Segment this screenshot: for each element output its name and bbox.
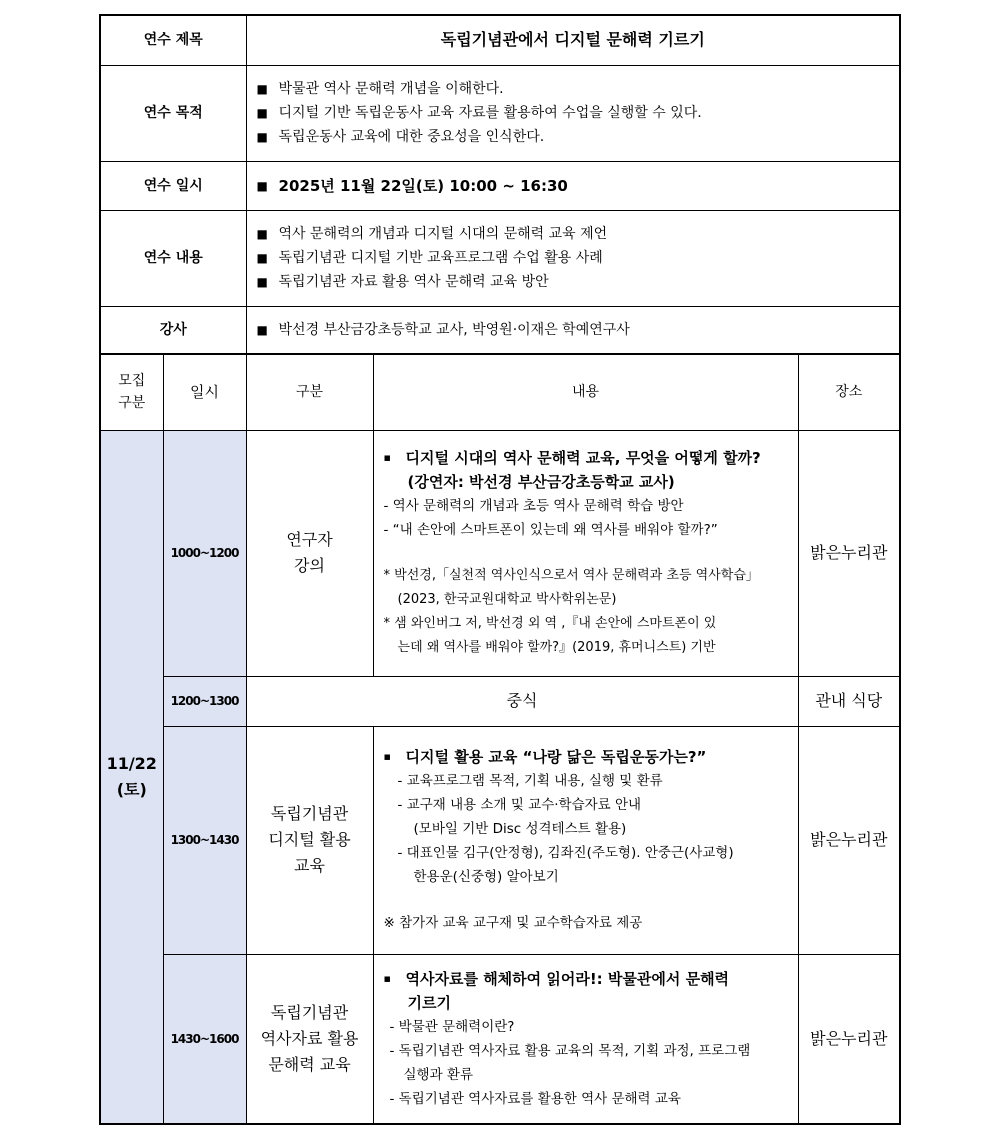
session-content: ▪ 디지털 활용 교육 “나랑 닮은 독립운동가는?” - 교육프로그램 목적, 기획 내용, 실행 및 환류 - 교구재 내용 소개 및 교수·학습자료 안내 (모바일 기반 Disc 성격테스트 활용) - 대표인물 김구(안정형), 김좌진(주도형). 안중근(사교형) 한용운(신중형) 알아보기 ※ 참가자 교육 교구재 및 교수학습자료 제공 bbox=[373, 726, 798, 954]
list-item: ■ 박물관 역사 문해력 개념을 이해한다. bbox=[257, 77, 890, 101]
session-title: 역사자료를 해체하여 읽어라!: 박물관에서 문해력 bbox=[405, 969, 730, 988]
session-time: 1200~1300 bbox=[163, 676, 246, 726]
content-label: 연수 내용 bbox=[100, 210, 246, 306]
session-time: 1300~1430 bbox=[163, 726, 246, 954]
session-place: 밝은누리관 bbox=[798, 954, 900, 1124]
session-category: 연구자 강의 bbox=[246, 430, 373, 676]
session-note: ※ 참가자 교육 교구재 및 교수학습자료 제공 bbox=[383, 915, 643, 931]
header-category: 구분 bbox=[246, 354, 373, 430]
session-title: 디지털 활용 교육 “나랑 닮은 독립운동가는?” bbox=[405, 748, 707, 766]
square-bullet-icon: ■ bbox=[256, 130, 268, 144]
lecturer-cell bbox=[246, 306, 900, 354]
square-bullet-icon: ■ bbox=[256, 251, 268, 265]
square-bullet-icon: ■ bbox=[256, 106, 268, 120]
content-list bbox=[246, 210, 900, 306]
session-place: 관내 식당 bbox=[798, 676, 900, 726]
header-group: 모집 구분 bbox=[100, 354, 163, 430]
session-category: 독립기념관 역사자료 활용 문해력 교육 bbox=[246, 954, 373, 1124]
training-info-table bbox=[99, 14, 901, 1125]
header-time: 일시 bbox=[163, 354, 246, 430]
date-group-cell: 11/22 (토) bbox=[100, 430, 163, 1124]
purpose-label: 연수 목적 bbox=[100, 65, 246, 161]
lecturer-label: 강사 bbox=[100, 306, 246, 354]
list-item: ■ 독립운동사 교육에 대한 중요성을 인식한다. bbox=[257, 125, 890, 149]
header-place: 장소 bbox=[798, 354, 900, 430]
session-time: 1000~1200 bbox=[163, 430, 246, 676]
date-cell bbox=[246, 161, 900, 210]
bullet-icon: ▪ bbox=[383, 971, 391, 985]
title-label: 연수 제목 bbox=[100, 15, 246, 65]
bullet-icon: ▪ bbox=[383, 750, 391, 763]
session-place: 밝은누리관 bbox=[798, 430, 900, 676]
list-item: ■ 독립기념관 자료 활용 역사 문해력 교육 방안 bbox=[257, 270, 890, 294]
list-item: ■ 디지털 기반 독립운동사 교육 자료를 활용하여 수업을 실행할 수 있다. bbox=[257, 101, 890, 125]
training-title: 독립기념관에서 디지털 문해력 기르기 bbox=[246, 15, 900, 65]
square-bullet-icon: ■ bbox=[256, 322, 268, 337]
session-place: 밝은누리관 bbox=[798, 726, 900, 954]
session-category: 독립기념관 디지털 활용 교육 bbox=[246, 726, 373, 954]
square-bullet-icon: ■ bbox=[256, 178, 268, 193]
date-label: 연수 일시 bbox=[100, 161, 246, 210]
lecturer-value: 박선경 부산금강초등학교 교사, 박영원·이재은 학예연구사 bbox=[278, 321, 630, 338]
square-bullet-icon: ■ bbox=[256, 275, 268, 289]
lunch-cell: 중식 bbox=[246, 676, 798, 726]
list-item: ■ 역사 문해력의 개념과 디지털 시대의 문해력 교육 제언 bbox=[257, 222, 890, 246]
session-title: 디지털 시대의 역사 문해력 교육, 무엇을 어떻게 할까? bbox=[405, 449, 761, 467]
session-time: 1430~1600 bbox=[163, 954, 246, 1124]
header-content: 내용 bbox=[373, 354, 798, 430]
square-bullet-icon: ■ bbox=[256, 227, 268, 241]
session-content: ▪ 역사자료를 해체하여 읽어라!: 박물관에서 문해력 기르기 - 박물관 문해력이란? - 독립기념관 역사자료 활용 교육의 목적, 기획 과정, 프로그램 실행과 환류 - 독립기념관 역사자료를 활용한 역사 문해력 교육 bbox=[373, 954, 798, 1124]
purpose-list bbox=[246, 65, 900, 161]
bullet-icon: ▪ bbox=[383, 451, 391, 464]
session-content: ▪ 디지털 시대의 역사 문해력 교육, 무엇을 어떻게 할까? (강연자: 박선경 부산금강초등학교 교사) - 역사 문해력의 개념과 초등 역사 문해력 학습 방안 - “내 손안에 스마트폰이 있는데 왜 역사를 배워야 할까?” * 박선경,「실천적 역사인식으로서 역사 문해력과 초등 역사학습」 (2023, 한국교원대학교 박사학위논문) * 샘 와인버그 저, 박선경 외 역 ,『내 손안에 스마트폰이 있 는데 왜 역사를 배워야 할까?』(2019, 휴머니스트) 기반 bbox=[373, 430, 798, 676]
square-bullet-icon: ■ bbox=[256, 82, 268, 96]
training-date: 2025년 11월 22일(토) 10:00 ~ 16:30 bbox=[278, 176, 568, 195]
list-item: ■ 독립기념관 디지털 기반 교육프로그램 수업 활용 사례 bbox=[257, 246, 890, 270]
